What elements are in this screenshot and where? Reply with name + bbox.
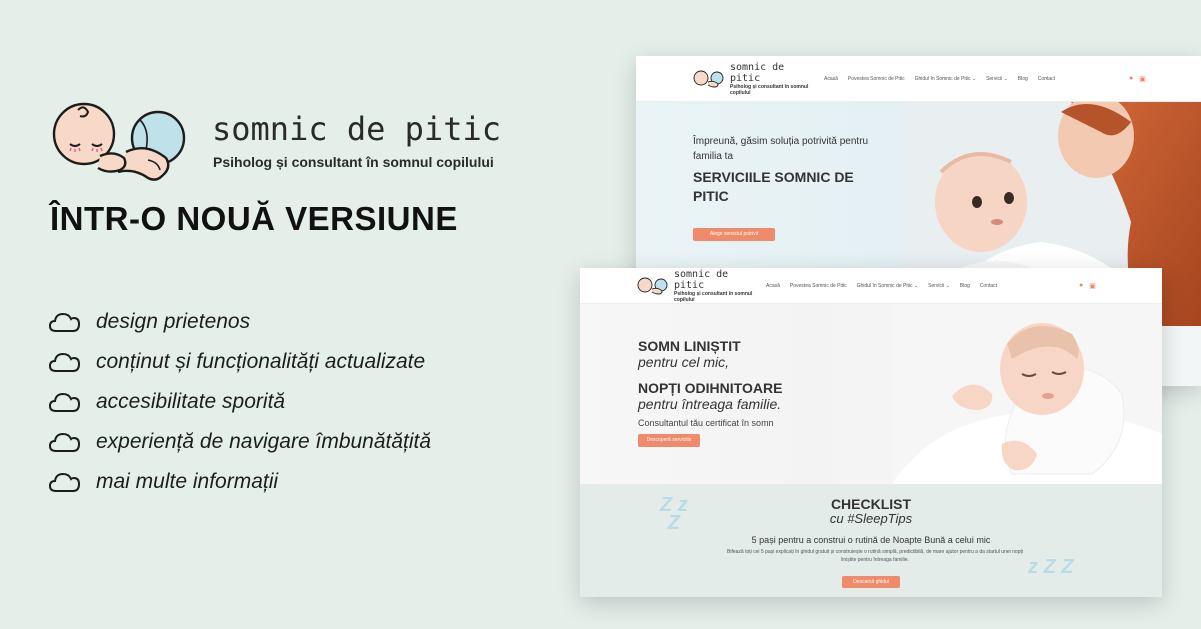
cloud-icon xyxy=(48,430,82,454)
user-icon[interactable]: ● xyxy=(1129,74,1134,82)
hero-line-2: pentru cel mic, xyxy=(638,354,730,370)
hero-line-1: SOMN LINIȘTIT xyxy=(638,338,741,354)
chevron-down-icon: ⌄ xyxy=(913,282,919,289)
checklist-section xyxy=(580,484,1162,597)
checklist-title: CHECKLIST xyxy=(830,496,912,512)
feature-text: experiență de navigare îmbunătățită xyxy=(96,430,432,453)
list-item xyxy=(48,382,431,422)
nav-tagline: Psiholog și consultant în somnul copilului xyxy=(674,290,753,303)
nav-item-guide[interactable] xyxy=(915,76,976,82)
hero-line-4: pentru întreaga familie. xyxy=(638,396,782,412)
cloud-icon xyxy=(48,470,82,494)
checklist-subtitle: cu #SleepTips xyxy=(829,511,913,526)
nav-item-contact[interactable]: Contact xyxy=(1037,75,1056,82)
checklist-body: Bifează toți cei 5 pași explicați în ghidul gratuit și construiește o rutină simplă, predictibilă, de mare ajutor pentru a da startul unei nopți liniștite pentru întreaga familie. xyxy=(727,549,1023,563)
nav-item-guide-label: Ghidul în Somnic de Pitic xyxy=(914,75,971,82)
website-mockup-home xyxy=(580,268,1162,597)
nav-item-blog[interactable]: Blog xyxy=(1017,75,1028,82)
hero-banner xyxy=(580,304,1162,484)
site-header xyxy=(636,56,1201,102)
baby-logo-icon xyxy=(692,69,726,89)
list-item xyxy=(48,462,431,502)
brand-tagline: Psiholog și consultant în somnul copilului xyxy=(213,154,494,170)
cart-icon[interactable]: ▣ xyxy=(1139,75,1146,83)
zzz-icon: z Z Z xyxy=(1028,556,1074,578)
feature-text: accesibilitate sporită xyxy=(96,390,286,413)
nav-item-services-label: Servicii xyxy=(986,75,1003,82)
chevron-down-icon: ⌄ xyxy=(945,282,950,289)
chevron-down-icon: ⌄ xyxy=(971,75,977,82)
nav-brand[interactable]: somnic de pitic xyxy=(674,268,729,291)
user-icon[interactable]: ● xyxy=(1079,281,1084,289)
cloud-icon xyxy=(48,310,82,334)
list-item xyxy=(48,342,431,382)
nav-brand[interactable]: somnic de pitic xyxy=(730,61,785,84)
nav-item-contact[interactable]: Contact xyxy=(979,282,998,289)
list-item xyxy=(48,302,431,342)
cloud-icon xyxy=(48,350,82,374)
nav-item-story[interactable]: Povestea Somnic de Pitic xyxy=(789,282,847,289)
page-title: ÎNTR-O NOUĂ VERSIUNE xyxy=(50,200,458,237)
site-header xyxy=(580,268,1162,304)
zzz-icon: Z z Z xyxy=(660,494,688,534)
choose-service-button[interactable]: Alege serviciul potrivit xyxy=(693,228,775,241)
feature-text: mai multe informații xyxy=(96,470,279,493)
feature-list xyxy=(48,302,431,502)
nav-tagline: Psiholog și consultant în somnul copilului xyxy=(730,83,809,96)
nav-item-services-label: Servicii xyxy=(928,282,945,289)
nav-item-services[interactable] xyxy=(928,283,950,289)
cloud-icon xyxy=(48,390,82,414)
baby-logo-icon xyxy=(48,100,193,186)
feature-text: design prietenos xyxy=(96,310,251,333)
baby-logo-icon xyxy=(636,276,670,296)
sleeping-baby-photo xyxy=(892,304,1162,484)
nav-item-guide[interactable] xyxy=(857,283,918,289)
brand-name: somnic de pitic xyxy=(212,110,501,148)
cart-icon[interactable]: ▣ xyxy=(1089,282,1096,290)
nav-item-guide-label: Ghidul în Somnic de Pitic xyxy=(856,282,913,289)
nav-item-story[interactable]: Povestea Somnic de Pitic xyxy=(847,75,905,82)
list-item xyxy=(48,422,431,462)
nav-item-home[interactable]: Acasă xyxy=(766,282,780,289)
chevron-down-icon: ⌄ xyxy=(1003,75,1008,82)
hero-line-3: NOPȚI ODIHNITOARE xyxy=(638,380,783,396)
checklist-description: 5 pași pentru a construi o rutină de Noapte Bună a celui mic xyxy=(751,535,991,545)
discover-services-button[interactable]: Descoperă serviciile xyxy=(638,434,700,447)
nav-item-blog[interactable]: Blog xyxy=(959,282,970,289)
hero-subtitle: Împreună, găsim soluția potrivită pentru familia ta xyxy=(693,136,869,162)
hero-title: SERVICIILE SOMNIC DE PITIC xyxy=(693,169,854,204)
download-guide-button[interactable]: Descarcă ghidul xyxy=(842,576,900,588)
hero-line-5: Consultantul tău certificat în somn xyxy=(638,418,774,428)
nav-item-home[interactable]: Acasă xyxy=(824,75,838,82)
feature-text: conținut și funcționalități actualizate xyxy=(96,350,426,373)
nav-item-services[interactable] xyxy=(986,76,1008,82)
